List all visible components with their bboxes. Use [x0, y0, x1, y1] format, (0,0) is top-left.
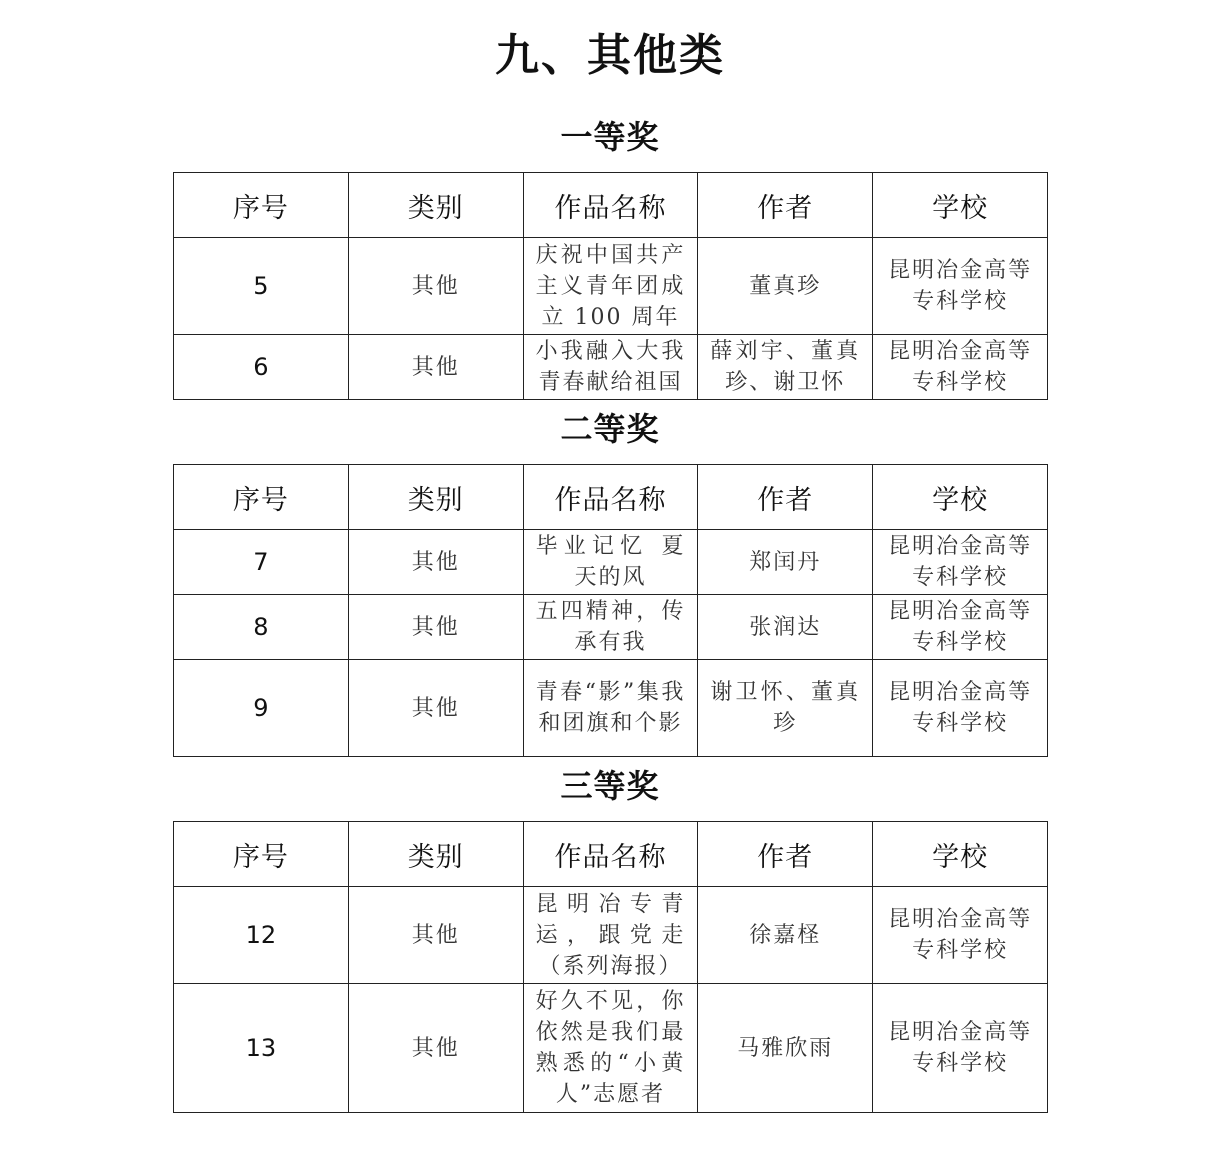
- section-title-first-prize: 一等奖: [560, 118, 660, 156]
- cell-author: 薛刘宇、董真珍、谢卫怀: [698, 335, 873, 400]
- cell-author: 张润达: [698, 595, 873, 660]
- cell-no: 12: [174, 887, 349, 984]
- cell-author: 徐嘉柽: [698, 887, 873, 984]
- cell-work: 五四精神，传承有我: [523, 595, 698, 660]
- cell-author: 董真珍: [698, 238, 873, 335]
- section-title-second-prize: 二等奖: [560, 410, 660, 448]
- second-prize-table: [173, 464, 1048, 757]
- column-header-category: 类别: [348, 822, 523, 887]
- cell-work: 昆明冶专青运，跟党走（系列海报）: [523, 887, 698, 984]
- first-prize-table: [173, 172, 1048, 400]
- cell-category: 其他: [348, 660, 523, 757]
- cell-work: 庆祝中国共产主义青年团成立 100 周年: [523, 238, 698, 335]
- third-prize-table: [173, 821, 1048, 1113]
- column-header-work: 作品名称: [523, 173, 698, 238]
- column-header-school: 学校: [873, 465, 1048, 530]
- cell-author: 马雅欣雨: [698, 984, 873, 1113]
- cell-category: 其他: [348, 887, 523, 984]
- table-row: [174, 660, 1048, 757]
- cell-work: 好久不见，你依然是我们最熟悉的“小黄人”志愿者: [523, 984, 698, 1113]
- column-header-author: 作者: [698, 822, 873, 887]
- page-title: 九、其他类: [495, 30, 725, 81]
- column-header-author: 作者: [698, 465, 873, 530]
- cell-school: 昆明冶金高等专科学校: [873, 887, 1048, 984]
- table-row: [174, 984, 1048, 1113]
- cell-category: 其他: [348, 530, 523, 595]
- cell-school: 昆明冶金高等专科学校: [873, 660, 1048, 757]
- column-header-author: 作者: [698, 173, 873, 238]
- table-row: [174, 530, 1048, 595]
- cell-no: 5: [174, 238, 349, 335]
- cell-category: 其他: [348, 238, 523, 335]
- cell-school: 昆明冶金高等专科学校: [873, 530, 1048, 595]
- cell-school: 昆明冶金高等专科学校: [873, 238, 1048, 335]
- table-header-row: [174, 173, 1048, 238]
- table-header-row: [174, 822, 1048, 887]
- column-header-category: 类别: [348, 173, 523, 238]
- column-header-school: 学校: [873, 173, 1048, 238]
- cell-school: 昆明冶金高等专科学校: [873, 335, 1048, 400]
- cell-category: 其他: [348, 984, 523, 1113]
- cell-work: 青春“影”集我和团旗和个影: [523, 660, 698, 757]
- cell-school: 昆明冶金高等专科学校: [873, 984, 1048, 1113]
- cell-work: 毕业记忆 夏天的风: [523, 530, 698, 595]
- column-header-no: 序号: [174, 465, 349, 530]
- column-header-no: 序号: [174, 822, 349, 887]
- column-header-no: 序号: [174, 173, 349, 238]
- column-header-work: 作品名称: [523, 465, 698, 530]
- cell-no: 8: [174, 595, 349, 660]
- table-row: [174, 238, 1048, 335]
- cell-category: 其他: [348, 595, 523, 660]
- section-title-third-prize: 三等奖: [560, 767, 660, 805]
- cell-no: 9: [174, 660, 349, 757]
- cell-author: 谢卫怀、董真珍: [698, 660, 873, 757]
- table-row: [174, 595, 1048, 660]
- column-header-category: 类别: [348, 465, 523, 530]
- cell-author: 郑闰丹: [698, 530, 873, 595]
- column-header-school: 学校: [873, 822, 1048, 887]
- cell-no: 13: [174, 984, 349, 1113]
- table-header-row: [174, 465, 1048, 530]
- column-header-work: 作品名称: [523, 822, 698, 887]
- cell-work: 小我融入大我青春献给祖国: [523, 335, 698, 400]
- table-row: [174, 887, 1048, 984]
- cell-no: 6: [174, 335, 349, 400]
- cell-no: 7: [174, 530, 349, 595]
- table-row: [174, 335, 1048, 400]
- cell-school: 昆明冶金高等专科学校: [873, 595, 1048, 660]
- cell-category: 其他: [348, 335, 523, 400]
